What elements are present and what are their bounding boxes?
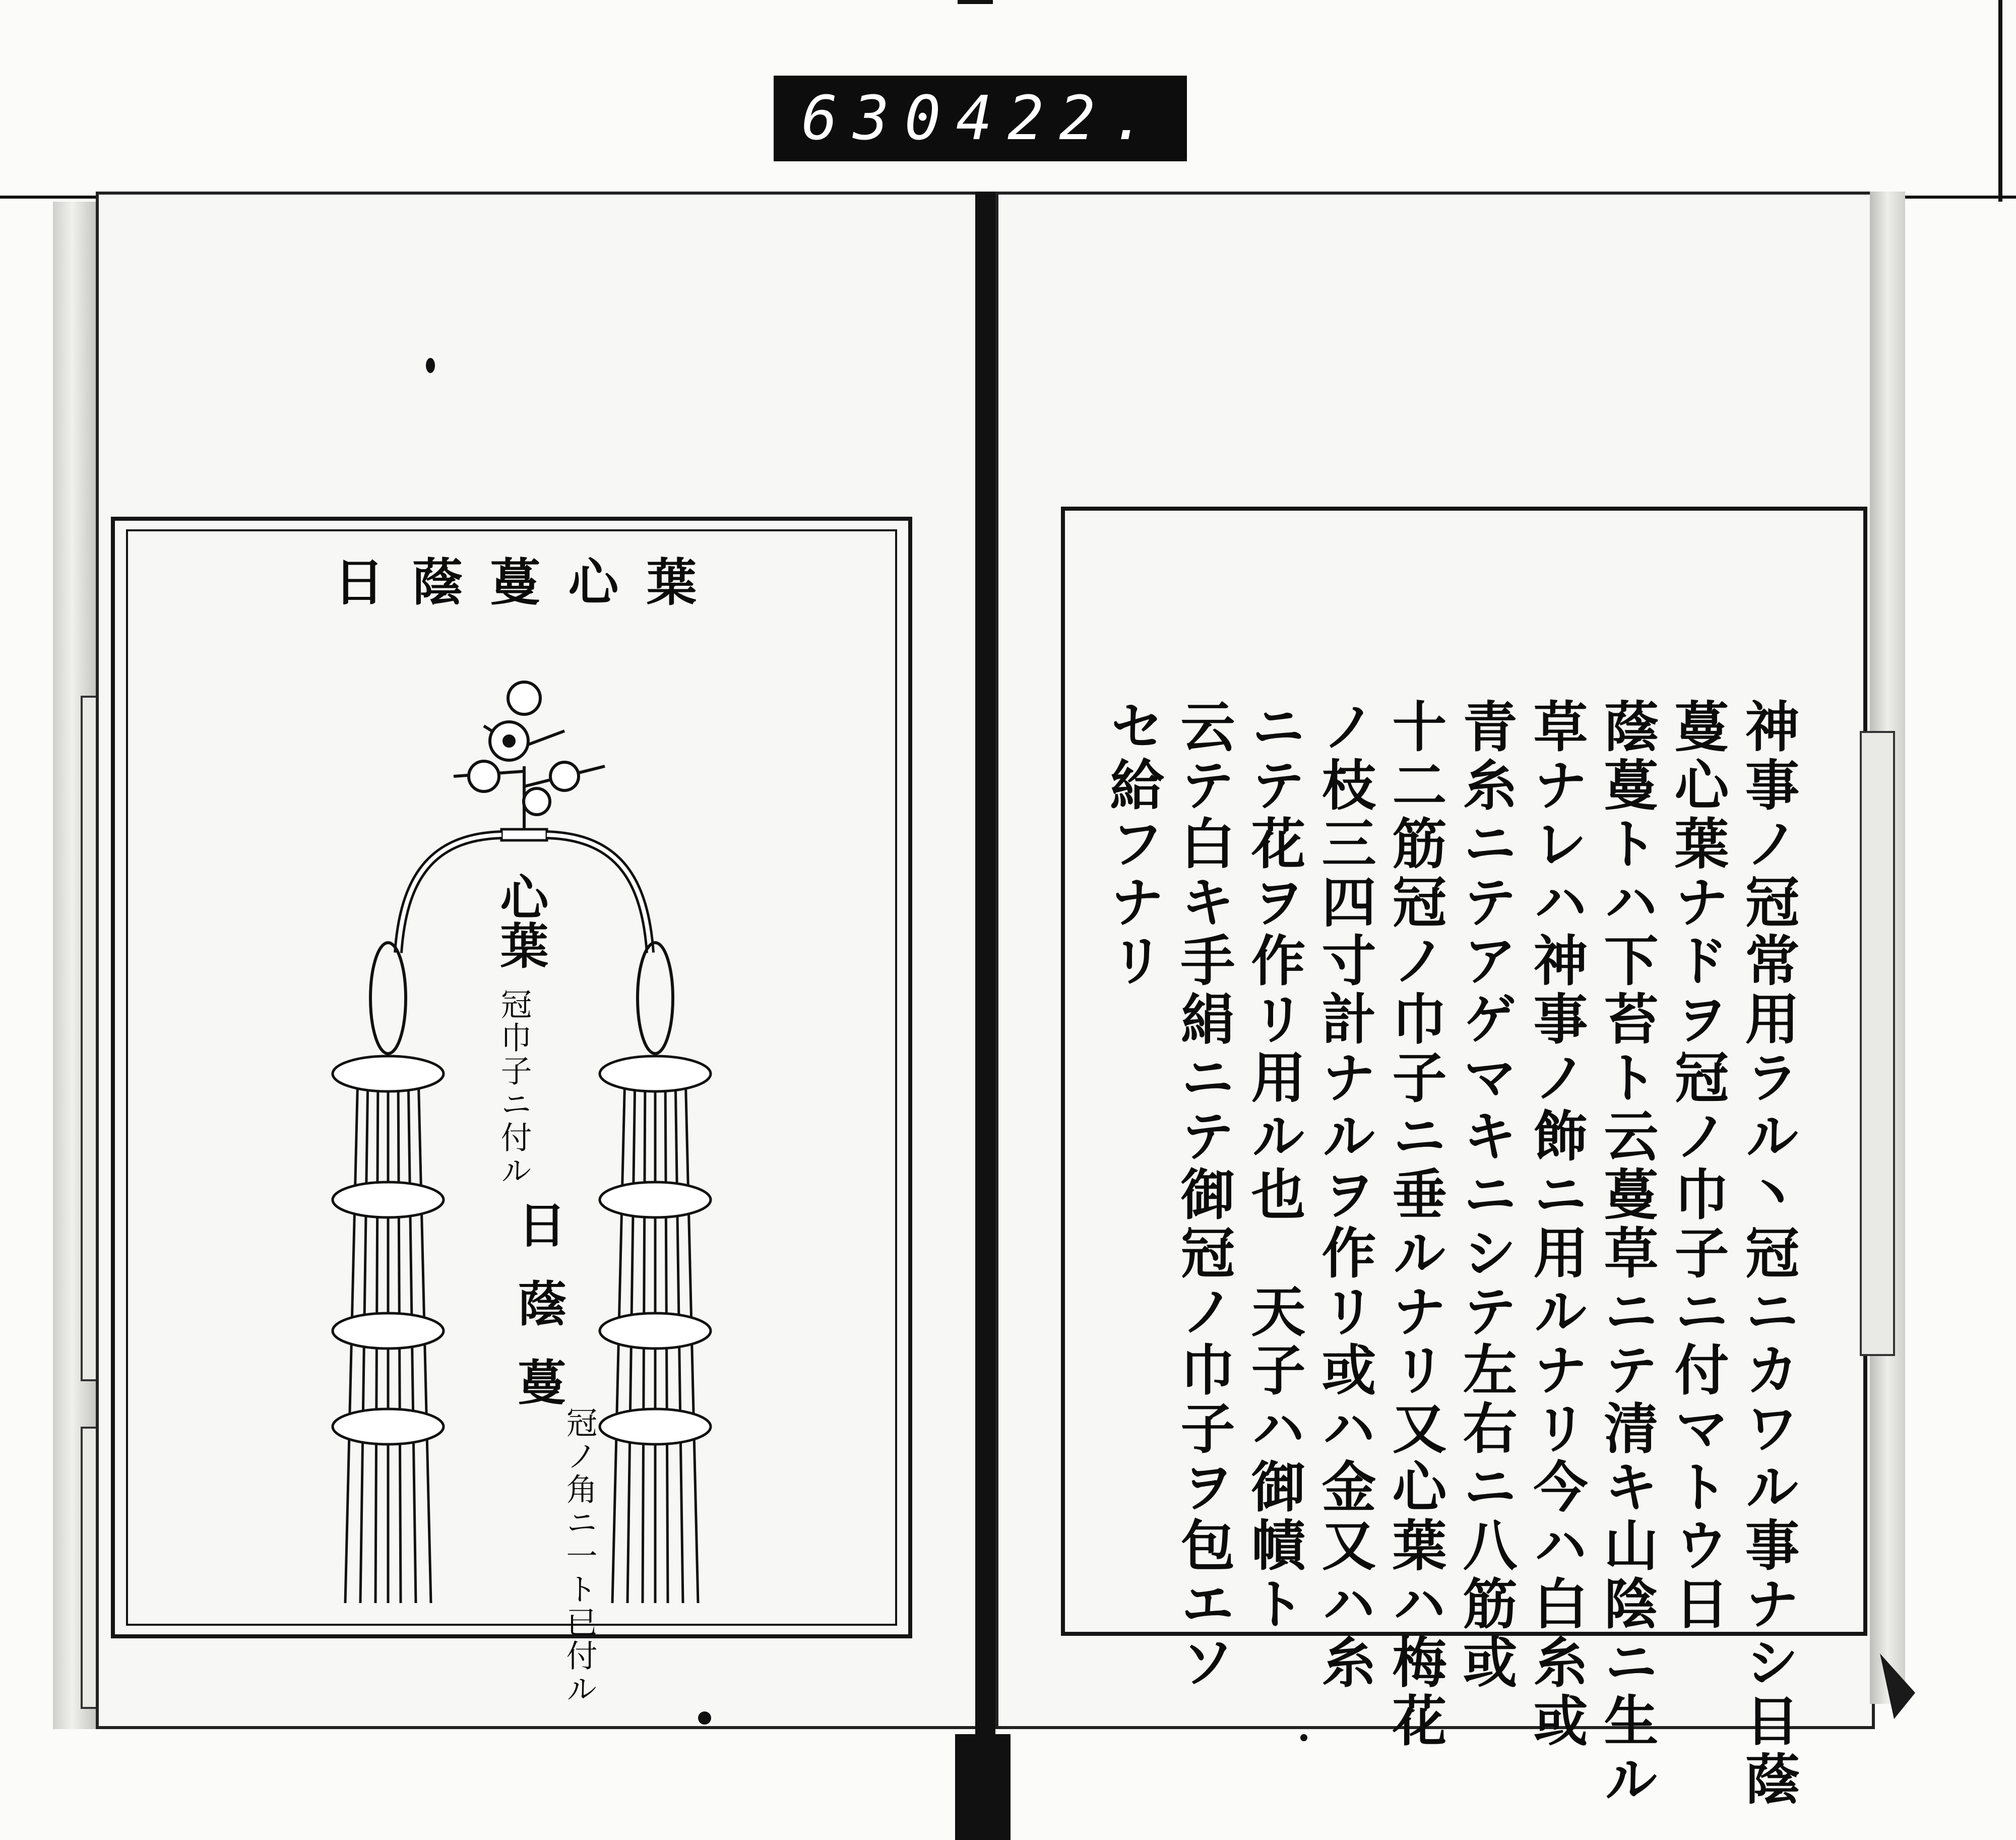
label-hikage-note: 冠ノ角ニ一ト已付ル (561, 1406, 598, 1706)
scan-edge-right (1998, 0, 2002, 202)
text-column-9: 云テ白キ手絹ニテ御冠ノ巾子ヲ包エソ (1171, 698, 1235, 1692)
gutter (975, 192, 995, 1759)
plum-branch-icon (454, 682, 605, 832)
text-column-4: 草ナレハ神事ノ飾ニ用ルナリ今ハ白糸或 (1524, 698, 1588, 1751)
text-column-7: ノ枝三四寸計ナルヲ作リ或ハ金又ハ糸 (1312, 698, 1376, 1692)
ink-speck (1300, 1734, 1307, 1741)
spine-tab-right (1860, 731, 1895, 1356)
left-tassel-icon (333, 1056, 444, 1603)
right-tassel-icon (600, 1056, 711, 1603)
text-column-8: ニテ花ヲ作リ用ル也 天子ハ御幘ト (1242, 698, 1305, 1634)
ink-speck (426, 358, 435, 373)
ink-speck (698, 1711, 711, 1725)
catalog-number-right: 422. (956, 83, 1162, 154)
catalog-number-left: 630 (801, 83, 956, 154)
catalog-label (774, 76, 1187, 161)
text-column-1: 神事ノ冠常用ラル丶冠ニカワル事ナシ日蔭 (1736, 698, 1799, 1809)
label-hikage: 日蔭蔓 (510, 1200, 567, 1436)
text-column-2: 蔓心葉ナドヲ冠ノ巾子ニ付マトウ日 (1665, 698, 1729, 1634)
text-column-6: 十二筋冠ノ巾子ニ垂ルナリ又心葉ハ梅花 (1383, 698, 1446, 1751)
scan-mark-bottom (955, 1734, 1011, 1840)
text-column-5: 青糸ニテアゲマキニシテ左右ニ八筋或 (1454, 698, 1517, 1692)
illustration-title: 日蔭蔓心葉 (334, 553, 725, 612)
text-column-3: 蔭蔓トハ下苔ト云蔓草ニテ清キ山陰ニ生ル (1595, 698, 1658, 1809)
label-kokoroba-note: 冠巾子ニ付ル (495, 988, 532, 1188)
text-column-10: セ給フナリ (1101, 698, 1164, 991)
scan-mark-top (958, 0, 993, 4)
label-kokoroba: 心葉 (492, 872, 549, 969)
